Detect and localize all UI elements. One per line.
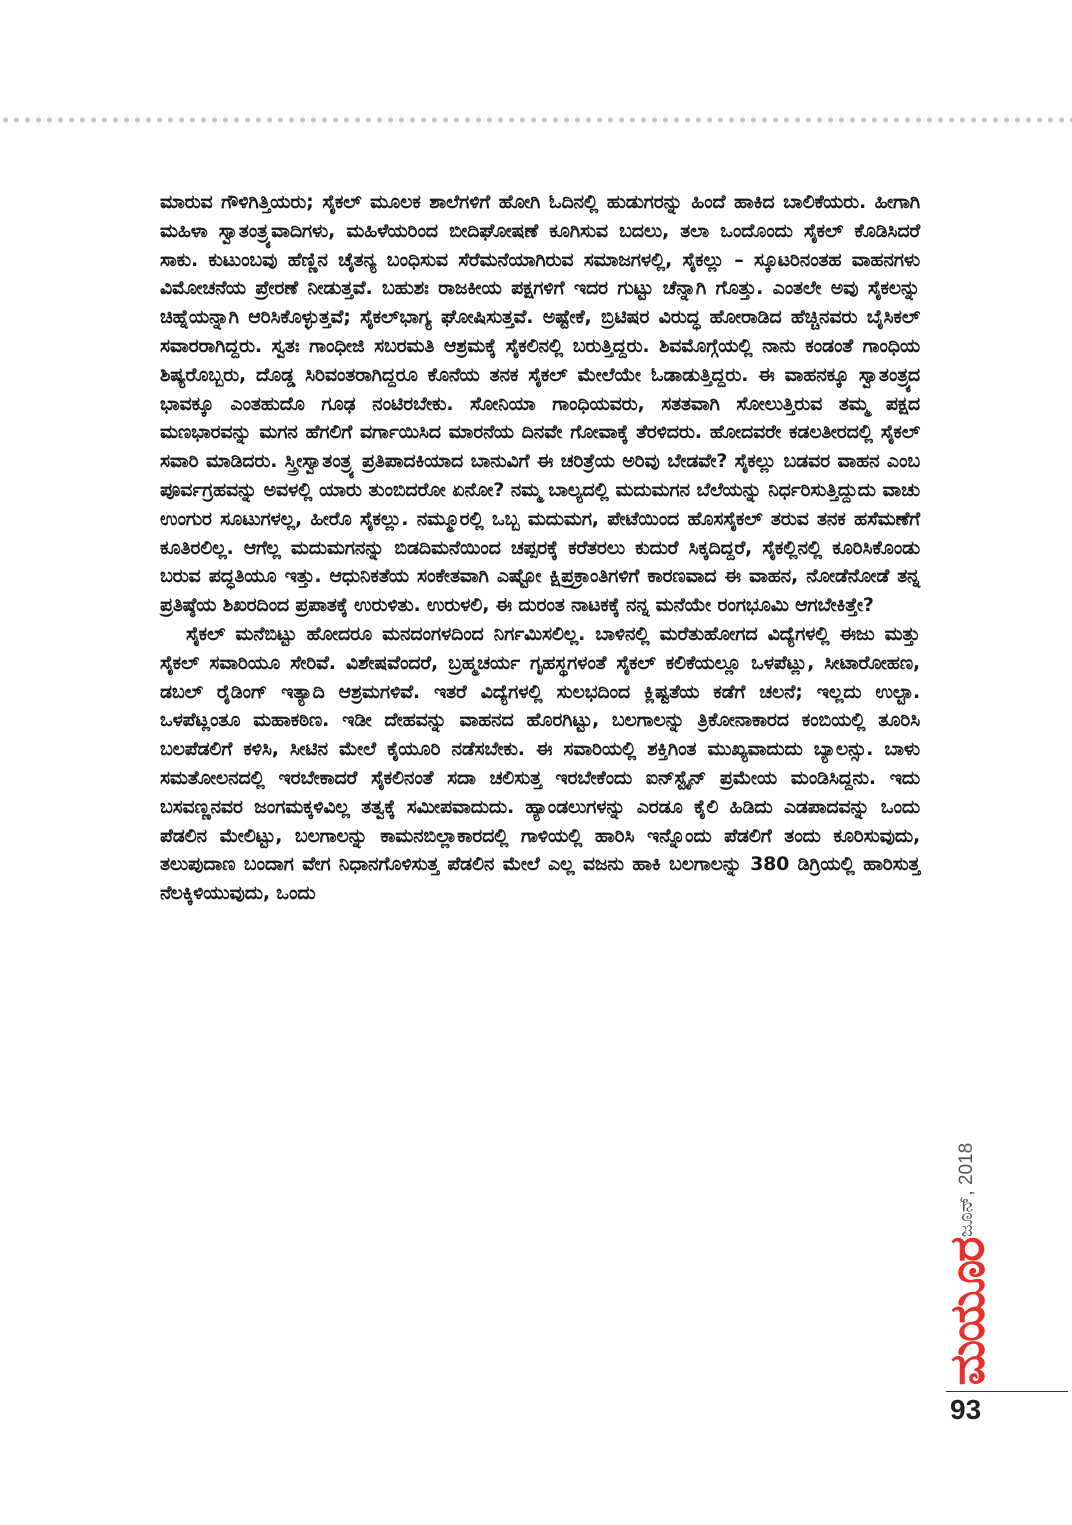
dotted-top-rule [0, 116, 1072, 124]
article-paragraph-1: ಮಾರುವ ಗೌಳಿಗಿತ್ತಿಯರು; ಸೈಕಲ್ ಮೂಲಕ ಶಾಲೆಗಳಿಗೆ ಹೋಗಿ ಓದಿನಲ್ಲಿ ಹುಡುಗರನ್ನು ಹಿಂದೆ ಹಾಕಿದ ಬಾಲಿಕೆಯರು. ಹೀಗಾಗಿ ಮಹಿಳಾ ಸ್ವಾತಂತ್ರ್ಯವಾದಿಗಳು, ಮಹಿಳೆಯರಿಂದ ಬೀದಿಘೋಷಣೆ ಕೂಗಿಸುವ ಬದಲು, ತಲಾ ಒಂದೊಂದು ಸೈಕಲ್ ಕೊಡಿಸಿದರೆ ಸಾಕು. ಕುಟುಂಬವು ಹೆಣ್ಣಿನ ಚೈತನ್ಯ ಬಂಧಿಸುವ ಸೆರೆಮನೆಯಾಗಿರುವ ಸಮಾಜಗಳಲ್ಲಿ, ಸೈಕಲ್ಲು – ಸ್ಕೂಟರಿನಂತಹ ವಾಹನಗಳು ವಿಮೋಚನೆಯ ಪ್ರೇರಣೆ ನೀಡುತ್ತವೆ. ಬಹುಶಃ ರಾಜಕೀಯ ಪಕ್ಷಗಳಿಗೆ ಇದರ ಗುಟ್ಟು ಚೆನ್ನಾಗಿ ಗೊತ್ತು. ಎಂತಲೇ ಅವು ಸೈಕಲನ್ನು ಚಿಹ್ನೆಯನ್ನಾಗಿ ಆರಿಸಿಕೊಳ್ಳುತ್ತವೆ; ಸೈಕಲ್‌ಭಾಗ್ಯ ಘೋಷಿಸುತ್ತವೆ. ಅಷ್ಟೇಕೆ, ಬ್ರಿಟಿಷರ ವಿರುದ್ಧ ಹೋರಾಡಿದ ಹೆಚ್ಚಿನವರು ಬೈಸಿಕಲ್ ಸವಾರರಾಗಿದ್ದರು. ಸ್ವತಃ ಗಾಂಧೀಜಿ ಸಬರಮತಿ ಆಶ್ರಮಕ್ಕೆ ಸೈಕಲಿನಲ್ಲಿ ಬರುತ್ತಿದ್ದರು. ಶಿವಮೊಗ್ಗೆಯಲ್ಲಿ ನಾನು ಕಂಡಂತೆ ಗಾಂಧಿಯ ಶಿಷ್ಯರೊಬ್ಬರು, ದೊಡ್ಡ ಸಿರಿವಂತರಾಗಿದ್ದರೂ ಕೊನೆಯ ತನಕ ಸೈಕಲ್ ಮೇಲೆಯೇ ಓಡಾಡುತ್ತಿದ್ದರು. ಈ ವಾಹನಕ್ಕೂ ಸ್ವಾತಂತ್ರ್ಯದ ಭಾವಕ್ಕೂ ಎಂತಹುದೊ ಗೂಢ ನಂಟಿರಬೇಕು. ಸೋನಿಯಾ ಗಾಂಧಿಯವರು, ಸತತವಾಗಿ ಸೋಲುತ್ತಿರುವ ತಮ್ಮ ಪಕ್ಷದ ಮಣಭಾರವನ್ನು ಮಗನ ಹೆಗಲಿಗೆ ವರ್ಗಾಯಿಸಿದ ಮಾರನೆಯ ದಿನವೇ ಗೋವಾಕ್ಕೆ ತೆರಳಿದರು. ಹೋದವರೇ ಕಡಲತೀರದಲ್ಲಿ ಸೈಕಲ್ ಸವಾರಿ ಮಾಡಿದರು. ಸ್ತ್ರೀಸ್ವಾತಂತ್ರ್ಯ ಪ್ರತಿಪಾದಕಿಯಾದ ಬಾನುವಿಗೆ ಈ ಚರಿತ್ರೆಯ ಅರಿವು ಬೇಡವೇ? ಸೈಕಲ್ಲು ಬಡವರ ವಾಹನ ಎಂಬ ಪೂರ್ವಗ್ರಹವನ್ನು ಅವಳಲ್ಲಿ ಯಾರು ತುಂಬಿದರೋ ಏನೋ? ನಮ್ಮ ಬಾಲ್ಯದಲ್ಲಿ ಮದುಮಗನ ಬೆಲೆಯನ್ನು ನಿರ್ಧರಿಸುತ್ತಿದ್ದುದು ವಾಚು ಉಂಗುರ ಸೂಟುಗಳಲ್ಲ, ಹೀರೊ ಸೈಕಲ್ಲು. ನಮ್ಮೂರಲ್ಲಿ ಒಬ್ಬ ಮದುಮಗ, ಪೇಟೆಯಿಂದ ಹೊಸಸೈಕಲ್ ತರುವ ತನಕ ಹಸೆಮಣೆಗೆ ಕೂತಿರಲಿಲ್ಲ. ಆಗೆಲ್ಲ ಮದುಮಗನನ್ನು ಬಿಡದಿಮನೆಯಿಂದ ಚಪ್ಪರಕ್ಕೆ ಕರೆತರಲು ಕುದುರೆ ಸಿಕ್ಕದಿದ್ದರೆ, ಸೈಕಲ್ಲಿನಲ್ಲಿ ಕೂರಿಸಿಕೊಂಡು ಬರುವ ಪದ್ಧತಿಯೂ ಇತ್ತು. ಆಧುನಿಕತೆಯ ಸಂಕೇತವಾಗಿ ಎಷ್ಟೋ ಕ್ಷಿಪ್ರಕ್ರಾಂತಿಗಳಿಗೆ ಕಾರಣವಾದ ಈ ವಾಹನ, ನೋಡೆನೋಡೆ ತನ್ನ ಪ್ರತಿಷ್ಠೆಯ ಶಿಖರದಿಂದ ಪ್ರಪಾತಕ್ಕೆ ಉರುಳಿತು. ಉರುಳಲಿ, ಈ ದುರಂತ ನಾಟಕಕ್ಕೆ ನನ್ನ ಮನೆಯೇ ರಂಗಭೂಮಿ ಆಗಬೇಕಿತ್ತೇ? [160, 191, 920, 617]
page-number-rule [946, 1391, 1068, 1392]
article-body [160, 188, 920, 908]
issue-date [937, 1125, 997, 1255]
magazine-logo-text: ಮಯೂರ [939, 1238, 996, 1386]
issue-date-text: ಜೂನ್, 2018 [956, 1142, 977, 1238]
magazine-logo [930, 1238, 1006, 1386]
page-number: 93 [950, 1394, 982, 1425]
article-paragraph-2: ಸೈಕಲ್ ಮನೆಬಿಟ್ಟು ಹೋದರೂ ಮನದಂಗಳದಿಂದ ನಿರ್ಗಮಿಸಲಿಲ್ಲ. ಬಾಳಿನಲ್ಲಿ ಮರೆತುಹೋಗದ ವಿದ್ಯೆಗಳಲ್ಲಿ ಈಜು ಮತ್ತು ಸೈಕಲ್ ಸವಾರಿಯೂ ಸೇರಿವೆ. ವಿಶೇಷವೆಂದರೆ, ಬ್ರಹ್ಮಚರ್ಯ ಗೃಹಸ್ಥಗಳಂತೆ ಸೈಕಲ್ ಕಲಿಕೆಯಲ್ಲೂ ಒಳಪೆಟ್ಲು, ಸೀಟಾರೋಹಣ, ಡಬಲ್ ರೈಡಿಂಗ್ ಇತ್ಯಾದಿ ಆಶ್ರಮಗಳಿವೆ. ಇತರೆ ವಿದ್ಯೆಗಳಲ್ಲಿ ಸುಲಭದಿಂದ ಕ್ಲಿಷ್ಟತೆಯ ಕಡೆಗೆ ಚಲನೆ; ಇಲ್ಲದು ಉಲ್ಟಾ. ಒಳಪೆಟ್ಲಂತೂ ಮಹಾಕಠಿಣ. ಇಡೀ ದೇಹವನ್ನು ವಾಹನದ ಹೊರಗಿಟ್ಟು, ಬಲಗಾಲನ್ನು ತ್ರಿಕೋನಾಕಾರದ ಕಂಬಿಯಲ್ಲಿ ತೂರಿಸಿ ಬಲಪೆಡಲಿಗೆ ಕಳಿಸಿ, ಸೀಟಿನ ಮೇಲೆ ಕೈಯೂರಿ ನಡೆಸಬೇಕು. ಈ ಸವಾರಿಯಲ್ಲಿ ಶಕ್ತಿಗಿಂತ ಮುಖ್ಯವಾದುದು ಬ್ಯಾಲನ್ಸು. ಬಾಳು ಸಮತೋಲನದಲ್ಲಿ ಇರಬೇಕಾದರೆ ಸೈಕಲಿನಂತೆ ಸದಾ ಚಲಿಸುತ್ತ ಇರಬೇಕೆಂದು ಐನ್‌ಸ್ಟೈನ್ ಪ್ರಮೇಯ ಮಂಡಿಸಿದ್ದನು. ಇದು ಬಸವಣ್ಣನವರ ಜಂಗಮಕ್ಕಳಿವಿಲ್ಲ ತತ್ವಕ್ಕೆ ಸಮೀಪವಾದುದು. ಹ್ಯಾಂಡಲುಗಳನ್ನು ಎರಡೂ ಕೈಲಿ ಹಿಡಿದು ಎಡಪಾದವನ್ನು ಒಂದು ಪೆಡಲಿನ ಮೇಲಿಟ್ಟು, ಬಲಗಾಲನ್ನು ಕಾಮನಬಿಲ್ಲಾಕಾರದಲ್ಲಿ ಗಾಳಿಯಲ್ಲಿ ಹಾರಿಸಿ ಇನ್ನೊಂದು ಪೆಡಲಿಗೆ ತಂದು ಕೂರಿಸುವುದು, ತಲುಪುದಾಣ ಬಂದಾಗ ವೇಗ ನಿಧಾನಗೊಳಿಸುತ್ತ ಪೆಡಲಿನ ಮೇಲೆ ಎಲ್ಲ ವಜನು ಹಾಕಿ ಬಲಗಾಲನ್ನು 380 ಡಿಗ್ರಿಯಲ್ಲಿ ಹಾರಿಸುತ್ತ ನೆಲಕ್ಕಿಳಿಯುವುದು, ಒಂದು [160, 622, 920, 905]
